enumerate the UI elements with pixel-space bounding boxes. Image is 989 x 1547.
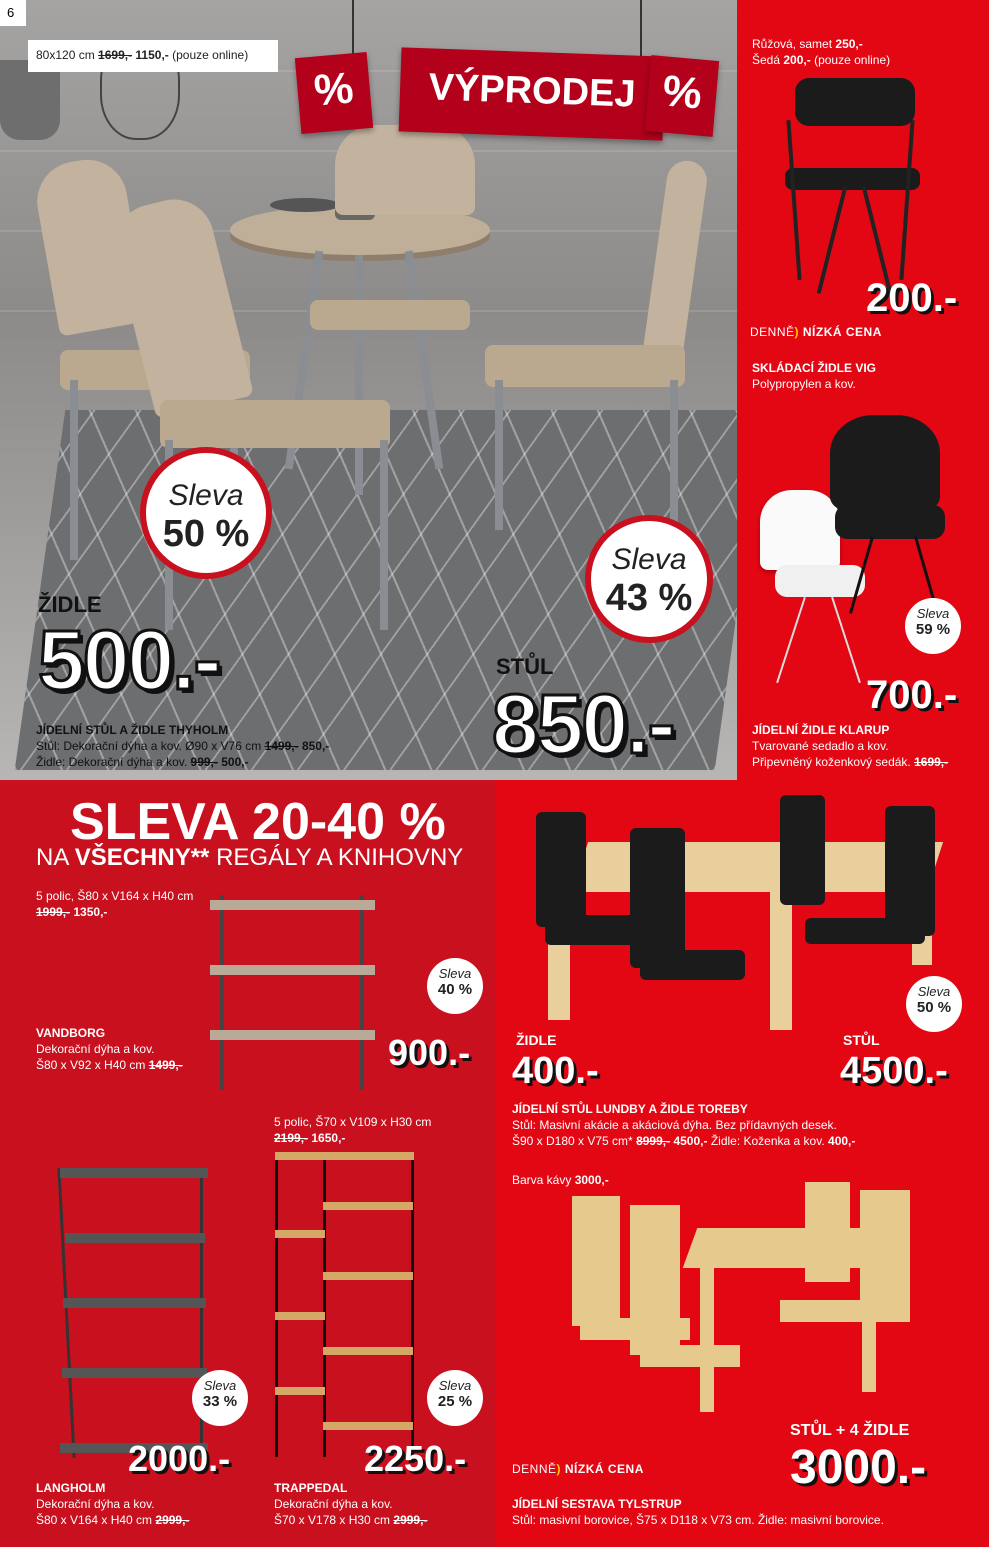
lundby-caption: JÍDELNÍ STŮL LUNDBY A ŽIDLE TOREBY Stůl: Masivní akácie a akáciová dýha. Bez přídavných desek. Š90 x D180 x V75 cm* 8999,- 4500,- Židle: Koženka a kov. 400,- bbox=[512, 1102, 856, 1148]
vig-caption: SKLÁDACÍ ŽIDLE VIG Polypropylen a kov. bbox=[752, 361, 877, 391]
table-label: STŮL bbox=[496, 654, 554, 679]
percent-tag-right: % bbox=[645, 55, 719, 137]
shelves-header-title: SLEVA 20-40 % bbox=[70, 793, 446, 851]
chairs-price: 500.- bbox=[38, 613, 220, 707]
chairs-label: ŽIDLE bbox=[38, 592, 102, 617]
lundby-table-price: 4500.- bbox=[840, 1050, 948, 1092]
klarup-discount-bubble: Sleva 59 % bbox=[905, 598, 961, 654]
langholm-shelf bbox=[60, 1168, 210, 1458]
lundby-table-label: STŮL bbox=[843, 1032, 880, 1048]
tylstrup-price: 3000.- bbox=[790, 1441, 927, 1494]
trappedal-discount-bubble: Sleva 25 % bbox=[427, 1370, 483, 1426]
discount-bubble-table: Sleva 43 % bbox=[585, 515, 713, 643]
tylstrup-caption: JÍDELNÍ SESTAVA TYLSTRUP Stůl: masivní borovice, Š75 x D118 x V73 cm. Židle: masivní borovice. bbox=[512, 1497, 884, 1527]
shelves-header-subtitle: NA VŠECHNY** REGÁLY A KNIHOVNY bbox=[36, 844, 464, 871]
vandborg-price: 900.- bbox=[388, 1032, 471, 1073]
discount-bubble-chairs: Sleva 50 % bbox=[140, 447, 272, 579]
vandborg-caption: VANDBORG Dekorační dýha a kov. Š80 x V92 x H40 cm 1499,- bbox=[36, 1026, 183, 1072]
table-price: 850.- bbox=[492, 677, 674, 771]
trappedal-shelf bbox=[275, 1152, 415, 1457]
langholm-discount-bubble: Sleva 33 % bbox=[192, 1370, 248, 1426]
lundby-chair-label: ŽIDLE bbox=[516, 1032, 557, 1048]
trappedal-price: 2250.- bbox=[364, 1438, 467, 1479]
top-promo: 80x120 cm 1699,- 1150,- (pouze online) bbox=[28, 40, 278, 72]
vandborg-variant: 5 polic, Š80 x V164 x H40 cm 1999,- 1350,- bbox=[36, 889, 194, 919]
klarup-price: 700.- bbox=[866, 673, 958, 717]
lundby-chair-price: 400.- bbox=[512, 1050, 599, 1092]
thyholm-caption: JÍDELNÍ STŮL A ŽIDLE THYHOLM Stůl: Dekorační dýha a kov. Ø90 x V76 cm 1499,- 850,- Židle: Dekorační dýha a kov. 999,- 500,- bbox=[36, 723, 330, 769]
lundby-discount-bubble: Sleva 50 % bbox=[906, 976, 962, 1032]
vandborg-shelf bbox=[210, 895, 380, 1090]
vig-variants: Růžová, samet 250,- Šedá 200,- (pouze online) bbox=[752, 37, 891, 67]
vig-low-price-badge: DENNĚ) NÍZKÁ CENA bbox=[750, 325, 882, 339]
percent-tag-left: % bbox=[295, 52, 373, 134]
vandborg-discount-bubble: Sleva 40 % bbox=[427, 958, 483, 1014]
tylstrup-variant: Barva kávy 3000,- bbox=[512, 1173, 609, 1187]
trappedal-caption: TRAPPEDAL Dekorační dýha a kov. Š70 x V178 x H30 cm 2999,- bbox=[274, 1481, 428, 1527]
banner-vyprodej: VÝPRODEJ bbox=[399, 47, 666, 140]
klarup-caption: JÍDELNÍ ŽIDLE KLARUP Tvarované sedadlo a kov. Připevněný koženkový sedák. 1699,- bbox=[752, 723, 949, 769]
langholm-price: 2000.- bbox=[128, 1438, 231, 1479]
tylstrup-low-price-badge: DENNĚ) NÍZKÁ CENA bbox=[512, 1462, 644, 1476]
vig-price: 200.- bbox=[866, 276, 958, 320]
page-number: 6 bbox=[0, 0, 26, 26]
langholm-caption: LANGHOLM Dekorační dýha a kov. Š80 x V164 x H40 cm 2999,- bbox=[36, 1481, 190, 1527]
tylstrup-set-label: STŮL + 4 ŽIDLE bbox=[790, 1422, 910, 1439]
trappedal-variant: 5 polic, Š70 x V109 x H30 cm 2199,- 1650,- bbox=[274, 1115, 432, 1145]
